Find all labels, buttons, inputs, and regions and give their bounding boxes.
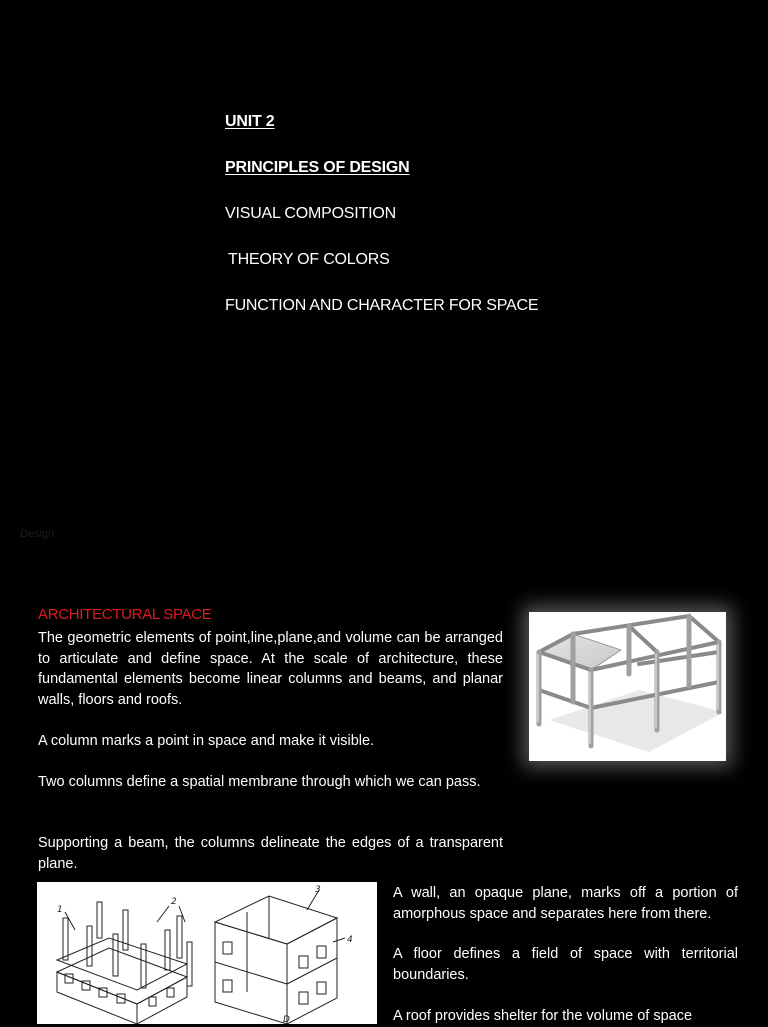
paragraph-two-columns: Two columns define a spatial membrane through which we can pass. — [38, 774, 481, 790]
structural-frame-image — [529, 612, 726, 761]
unit-title: UNIT 2 — [225, 113, 275, 130]
paragraph-column: A column marks a point in space and make it visible. — [38, 733, 375, 749]
figure-label-3: 3 — [315, 885, 321, 895]
building-construction-sketches — [37, 882, 377, 1024]
paragraph-geometric-elements: The geometric elements of point,line,plane,and volume can be arranged to articulate and define space. At the scale of architecture, these fundamental elements become linear columns and beams, and planar walls, floors and roofs. — [38, 630, 503, 708]
topic-visual-composition: VISUAL COMPOSITION — [225, 205, 396, 222]
topic-principles-of-design: PRINCIPLES OF DESIGN — [225, 159, 410, 176]
topic-theory-of-colors: THEORY OF COLORS — [228, 251, 390, 268]
paragraph-roof: A roof provides shelter for the volume of space — [393, 1008, 693, 1024]
figure-label-1: 1 — [57, 905, 63, 915]
paragraph-floor: A floor defines a field of space with territorial boundaries. — [393, 946, 738, 983]
slide-architectural-space — [0, 576, 768, 1024]
faint-footer-note: Design — [20, 528, 55, 540]
figure-letter: D — [283, 1015, 290, 1024]
section-title: ARCHITECTURAL SPACE — [38, 606, 212, 623]
figure-label-2: 2 — [171, 897, 177, 907]
figure-label-4: 4 — [347, 935, 353, 945]
paragraph-wall: A wall, an opaque plane, marks off a portion of amorphous space and separates here from there. — [393, 885, 738, 922]
topic-function-and-character: FUNCTION AND CHARACTER FOR SPACE — [225, 297, 539, 314]
paragraph-beam: Supporting a beam, the columns delineate the edges of a transparent plane. — [38, 835, 503, 872]
